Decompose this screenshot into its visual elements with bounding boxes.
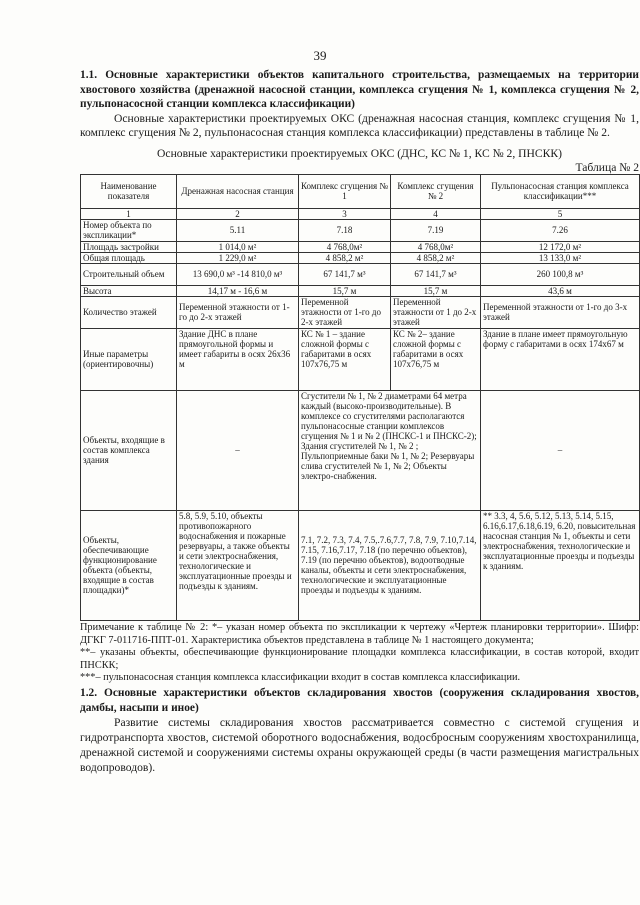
table-cell: 4 768,0м² (299, 241, 391, 252)
section-1-1-paragraph: Основные характеристики проектируемых ОКС (дренажная насосная станция, комплекс сгущения № 1, комплекс сгущения № 2, пульпонасосная станция комплекса классификации) представлены в таблице № 2. (80, 111, 639, 140)
table-label: Таблица № 2 (575, 160, 639, 174)
table-cell: 5.8, 5.9, 5.10, объекты противопожарного водоснабжения и пожарные резервуары, а также объекты и сети электроснабжения, технологические и эксплуатационные проезды и подъезды к зданиям. (177, 510, 299, 620)
table-number-cell: 1 (81, 208, 177, 219)
table-cell: Здание ДНС в плане прямоугольной формы и имеет габариты в осях 26х36 м (177, 328, 299, 390)
table-number-row (81, 208, 640, 219)
table-cell: 67 141,7 м³ (391, 263, 481, 285)
table-cell: ** 3.3, 4, 5.6, 5.12, 5.13, 5.14, 5.15, 6.16,6.17,6.18,6.19, 6.20, повысительная насосная станция № 1, объекты и сети электроснабжения, технологические и эксплуатационные проезды и подъезды к зданиям. (481, 510, 640, 620)
row-label: Объекты, обеспечивающие функционирование объекта (объекты, входящие в состав площадки)* (81, 510, 177, 620)
row-label: Площадь застройки (81, 241, 177, 252)
table-cell: – (481, 390, 640, 510)
table-cell: КС № 1 – здание сложной формы с габаритами в осях 107х76,75 м (299, 328, 391, 390)
table-cell: 5.11 (177, 219, 299, 241)
page-number: 39 (313, 48, 327, 63)
section-1-2-paragraph: Развитие системы складирования хвостов рассматривается совместно с системой сгущения и гидротранспорта хвостов, системой оборотного водоснабжения, водосбросным сооружениям хвостохранилища, дренажной системой и сооружениями системы охраны окружающей среды (в части размещения магистральных водопроводов). (80, 716, 639, 774)
row-label: Количество этажей (81, 296, 177, 328)
table-cell: 260 100,8 м³ (481, 263, 640, 285)
table-note: Примечание к таблице № 2: *– указан номер объекта по экспликации к чертежу «Чертеж планировки территории». Шифр: ДГКГ 7-011716-ППТ-01. Характеристика объектов представлена в таблице № 1 настоящего документа; (80, 621, 639, 646)
table-cell: 13 690,0 м³ -14 810,0 м³ (177, 263, 299, 285)
table-note: ***– пульпонасосная станция комплекса классификации входит в состав комплекса классификации. (80, 672, 521, 684)
table-row-explication-number (81, 219, 640, 241)
section-1-2-heading: 1.2. Основные характеристики объектов складирования хвостов (сооружения складирования хвостов, дамбы, насыпи и иное) (80, 686, 639, 714)
table-row-complex-objects (81, 390, 640, 510)
table-row-floors (81, 296, 640, 328)
table-cell: – (177, 390, 299, 510)
table-cell: 67 141,7 м³ (299, 263, 391, 285)
table-header-cell: Наименование показателя (81, 174, 177, 208)
table-cell-merged: Сгустители № 1, № 2 диаметрами 64 метра каждый (высоко-производительные). В комплексе со сгустителями располагаются пульпонасосные станции комплексов сгущения № 1 и № 2 (ПНСКС-1 и ПНСКС-2); Здания сгустителей № 1, № 2 ; Пульпоприемные баки № 1, № 2; Резервуары слива сгустителей № 1, № 2; Объекты электро-снабжения. (299, 390, 481, 510)
table-number-cell: 3 (299, 208, 391, 219)
table-cell: Переменной этажности от 1-го до 2-х этажей (299, 296, 391, 328)
table-cell: Переменной этажности от 1 до 2-х этажей (391, 296, 481, 328)
table-caption: Основные характеристики проектируемых ОКС (ДНС, КС № 1, КС № 2, ПНСКК) (157, 146, 562, 160)
table-cell: 12 172,0 м² (481, 241, 640, 252)
table-number-cell: 4 (391, 208, 481, 219)
table-number-cell: 5 (481, 208, 640, 219)
characteristics-table (80, 174, 640, 621)
table-header-row (81, 174, 640, 208)
table-header-cell: Комплекс сгущения № 1 (299, 174, 391, 208)
page-content (80, 68, 639, 775)
table-cell: 1 014,0 м² (177, 241, 299, 252)
table-cell: 15,7 м (391, 285, 481, 296)
section-1-1-heading: 1.1. Основные характеристики объектов капитального строительства, размещаемых на территории хвостового хозяйства (дренажной насосной станции, комплекса сгущения № 1, комплекса сгущения № 2, пульпонасосной станции комплекса классификации) (80, 69, 639, 111)
row-label: Строительный объем (81, 263, 177, 285)
row-label: Объекты, входящие в состав комплекса здания (81, 390, 177, 510)
table-cell: 7.18 (299, 219, 391, 241)
table-row-other-params (81, 328, 640, 390)
table-cell: 4 858,2 м² (391, 252, 481, 263)
table-number-cell: 2 (177, 208, 299, 219)
table-cell-merged: 7.1, 7.2, 7.3, 7.4, 7.5,.7.6,7.7, 7.8, 7.9, 7.10,7.14, 7.15, 7.16,7.17, 7.18 (по перечню объектов), 7.19 (по перечню объектов), водоотводные каналы, объекты и сети электроснабжения, технологические и эксплуатационные проезды и подъезды к зданиям. (299, 510, 481, 620)
row-label: Иные параметры (ориентировочны) (81, 328, 177, 390)
table-row-support-objects (81, 510, 640, 620)
table-row-total-area (81, 252, 640, 263)
table-cell: 4 858,2 м² (299, 252, 391, 263)
table-note: **– указаны объекты, обеспечивающие функционирование площадки комплекса классификации, в состав которой, входит ПНСКК; (80, 647, 639, 671)
table-row-building-area (81, 241, 640, 252)
table-row-volume (81, 263, 640, 285)
table-cell: Переменной этажности от 1-го до 2-х этажей (177, 296, 299, 328)
table-cell: Переменной этажности от 1-го до 3-х этажей (481, 296, 640, 328)
table-cell: 43,6 м (481, 285, 640, 296)
table-cell: 13 133,0 м² (481, 252, 640, 263)
table-cell: 7.19 (391, 219, 481, 241)
row-label: Номер объекта по экспликации* (81, 219, 177, 241)
row-label: Общая площадь (81, 252, 177, 263)
table-header-cell: Комплекс сгущения № 2 (391, 174, 481, 208)
table-cell: 15,7 м (299, 285, 391, 296)
table-row-height (81, 285, 640, 296)
table-cell: 7.26 (481, 219, 640, 241)
table-cell: КС № 2– здание сложной формы с габаритами в осях 107х76,75 м (391, 328, 481, 390)
table-header-cell: Дренажная насосная станция (177, 174, 299, 208)
table-cell: 14,17 м - 16,6 м (177, 285, 299, 296)
table-header-cell: Пульпонасосная станция комплекса классификации*** (481, 174, 640, 208)
table-cell: 1 229,0 м² (177, 252, 299, 263)
table-notes (80, 622, 639, 685)
table-cell: 4 768,0м² (391, 241, 481, 252)
row-label: Высота (81, 285, 177, 296)
table-cell: Здание в плане имеет прямоугольную форму с габаритами в осях 174х67 м (481, 328, 640, 390)
